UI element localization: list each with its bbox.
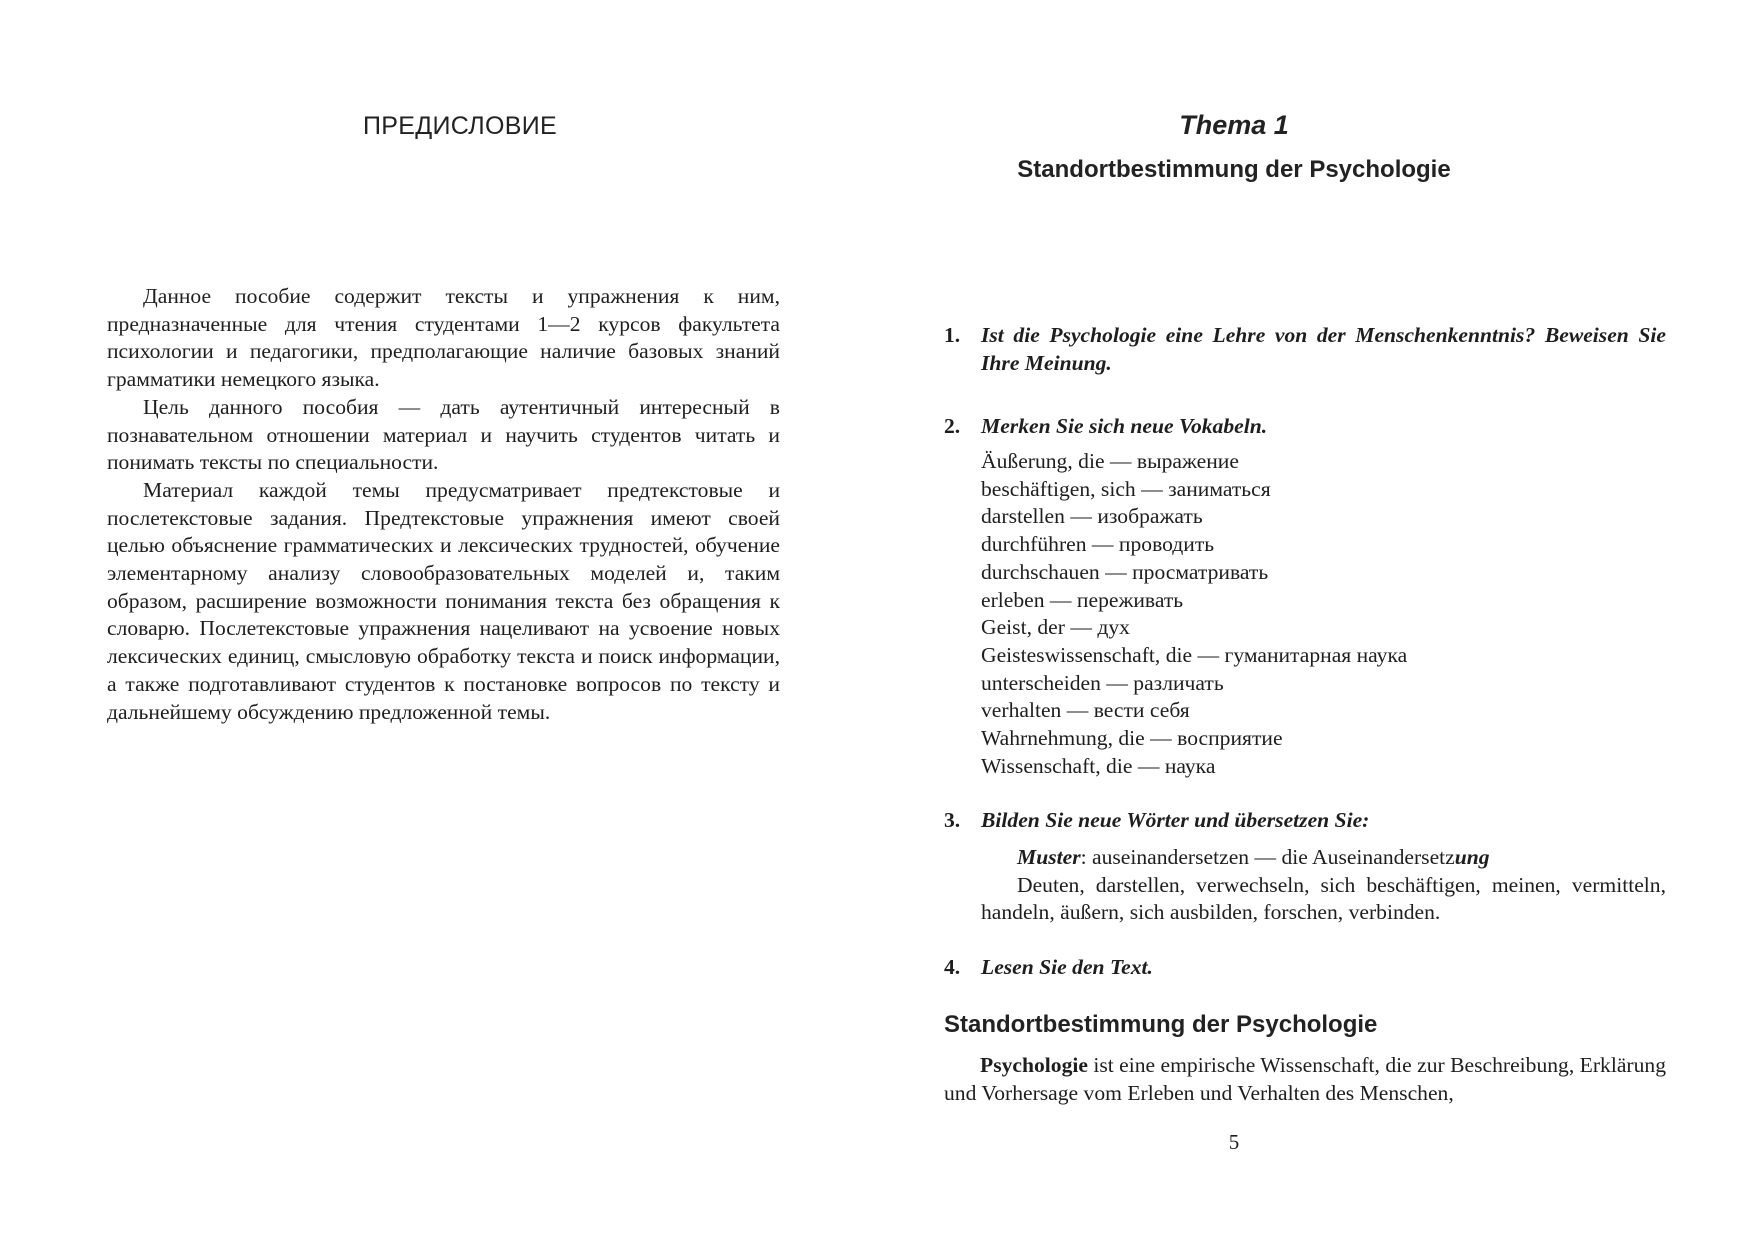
muster-block [981, 844, 1666, 927]
task-number: 4. [944, 955, 961, 979]
intro-term: Psychologie [980, 1053, 1088, 1077]
intro-paragraph [944, 1052, 1666, 1107]
muster-suffix: ung [1454, 845, 1490, 869]
intro-rest: ist eine empirische Wissenschaft, die zur Beschreibung, Erklärung und Vorhersage vom Erleben und Verhalten des Menschen, [944, 1053, 1666, 1105]
page-number: 5 [1228, 1130, 1240, 1154]
task-1 [944, 322, 1666, 377]
vocabulary-item: Geisteswissenschaft, die — гуманитарная наука [981, 642, 1408, 667]
vocabulary-item: durchschauen — просматривать [981, 559, 1269, 584]
preface-paragraph: Материал каждой темы предусматривает предтекстовые и послетекстовые задания. Предтекстовые упражнения имеют своей целью объяснение грамматических и лексических трудностей, обучение элементарному анализу словообразовательных моделей и, таким образом, расширение возможности понимания текста без обращения к словарю. Послетекстовые упражнения нацеливают на усвоение новых лексических единиц, смысловую обработку текста и поиск информации, а также подготавливают студентов к постановке вопросов по тексту и дальнейшему обсуждению предложенной темы. [107, 477, 780, 724]
right-page [874, 0, 1749, 1241]
task-text: Ist die Psychologie eine Lehre von der Menschenkenntnis? Beweisen Sie Ihre Meinung. [981, 323, 1666, 375]
task-3 [944, 807, 1666, 835]
task-number: 2. [944, 414, 961, 438]
task-4 [944, 954, 1666, 982]
vocabulary-item: erleben — переживать [981, 587, 1184, 612]
muster-words: Deuten, darstellen, verwechseln, sich beschäftigen, meinen, vermitteln, handeln, äußern, sich ausbilden, forschen, verbinden. [981, 872, 1666, 925]
thema-title: Thema 1 [1179, 110, 1289, 140]
thema-subtitle: Standortbestimmung der Psychologie [1017, 156, 1451, 183]
preface-paragraph: Данное пособие содержит тексты и упражнения к ним, предназначенные для чтения студентами 1—2 курсов факультета психологии и педагогики, предполагающие наличие базовых знаний грамматики немецкого языка. [107, 284, 780, 392]
task-text: Bilden Sie neue Wörter und übersetzen Sie: [981, 808, 1370, 832]
vocabulary-item: Geist, der — дух [981, 615, 1130, 640]
muster-example [981, 844, 1666, 872]
task-number: 3. [944, 808, 961, 832]
task-text: Merken Sie sich neue Vokabeln. [981, 414, 1268, 438]
vocabulary-list [981, 448, 1407, 780]
vocabulary-item: unterscheiden — различать [981, 670, 1224, 695]
task-text: Lesen Sie den Text. [981, 955, 1153, 979]
preface-body [107, 283, 780, 726]
section-heading: Standortbestimmung der Psychologie [944, 1011, 1378, 1038]
vocabulary-item: darstellen — изображать [981, 504, 1203, 529]
intro-text [944, 1052, 1666, 1107]
muster-label: Muster [1017, 845, 1081, 869]
preface-paragraph: Цель данного пособия — дать аутентичный интересный в познавательном отношении материал и научить студентов читать и понимать тексты по специальности. [107, 394, 780, 475]
muster-example-text: : auseinandersetzen — die Auseinandersetz [1080, 845, 1455, 869]
vocabulary-item: durchführen — проводить [981, 532, 1215, 557]
left-page [0, 0, 874, 1241]
preface-title: ПРЕДИСЛОВИЕ [363, 112, 557, 140]
vocabulary-item: beschäftigen, sich — заниматься [981, 476, 1271, 501]
task-number: 1. [944, 323, 961, 347]
task-2 [944, 413, 1666, 441]
vocabulary-item: Äußerung, die — выражение [981, 449, 1239, 473]
vocabulary-item: Wahrnehmung, die — восприятие [981, 726, 1283, 751]
vocabulary-item: verhalten — вести себя [981, 698, 1190, 723]
vocabulary-item: Wissenschaft, die — наука [981, 753, 1216, 778]
